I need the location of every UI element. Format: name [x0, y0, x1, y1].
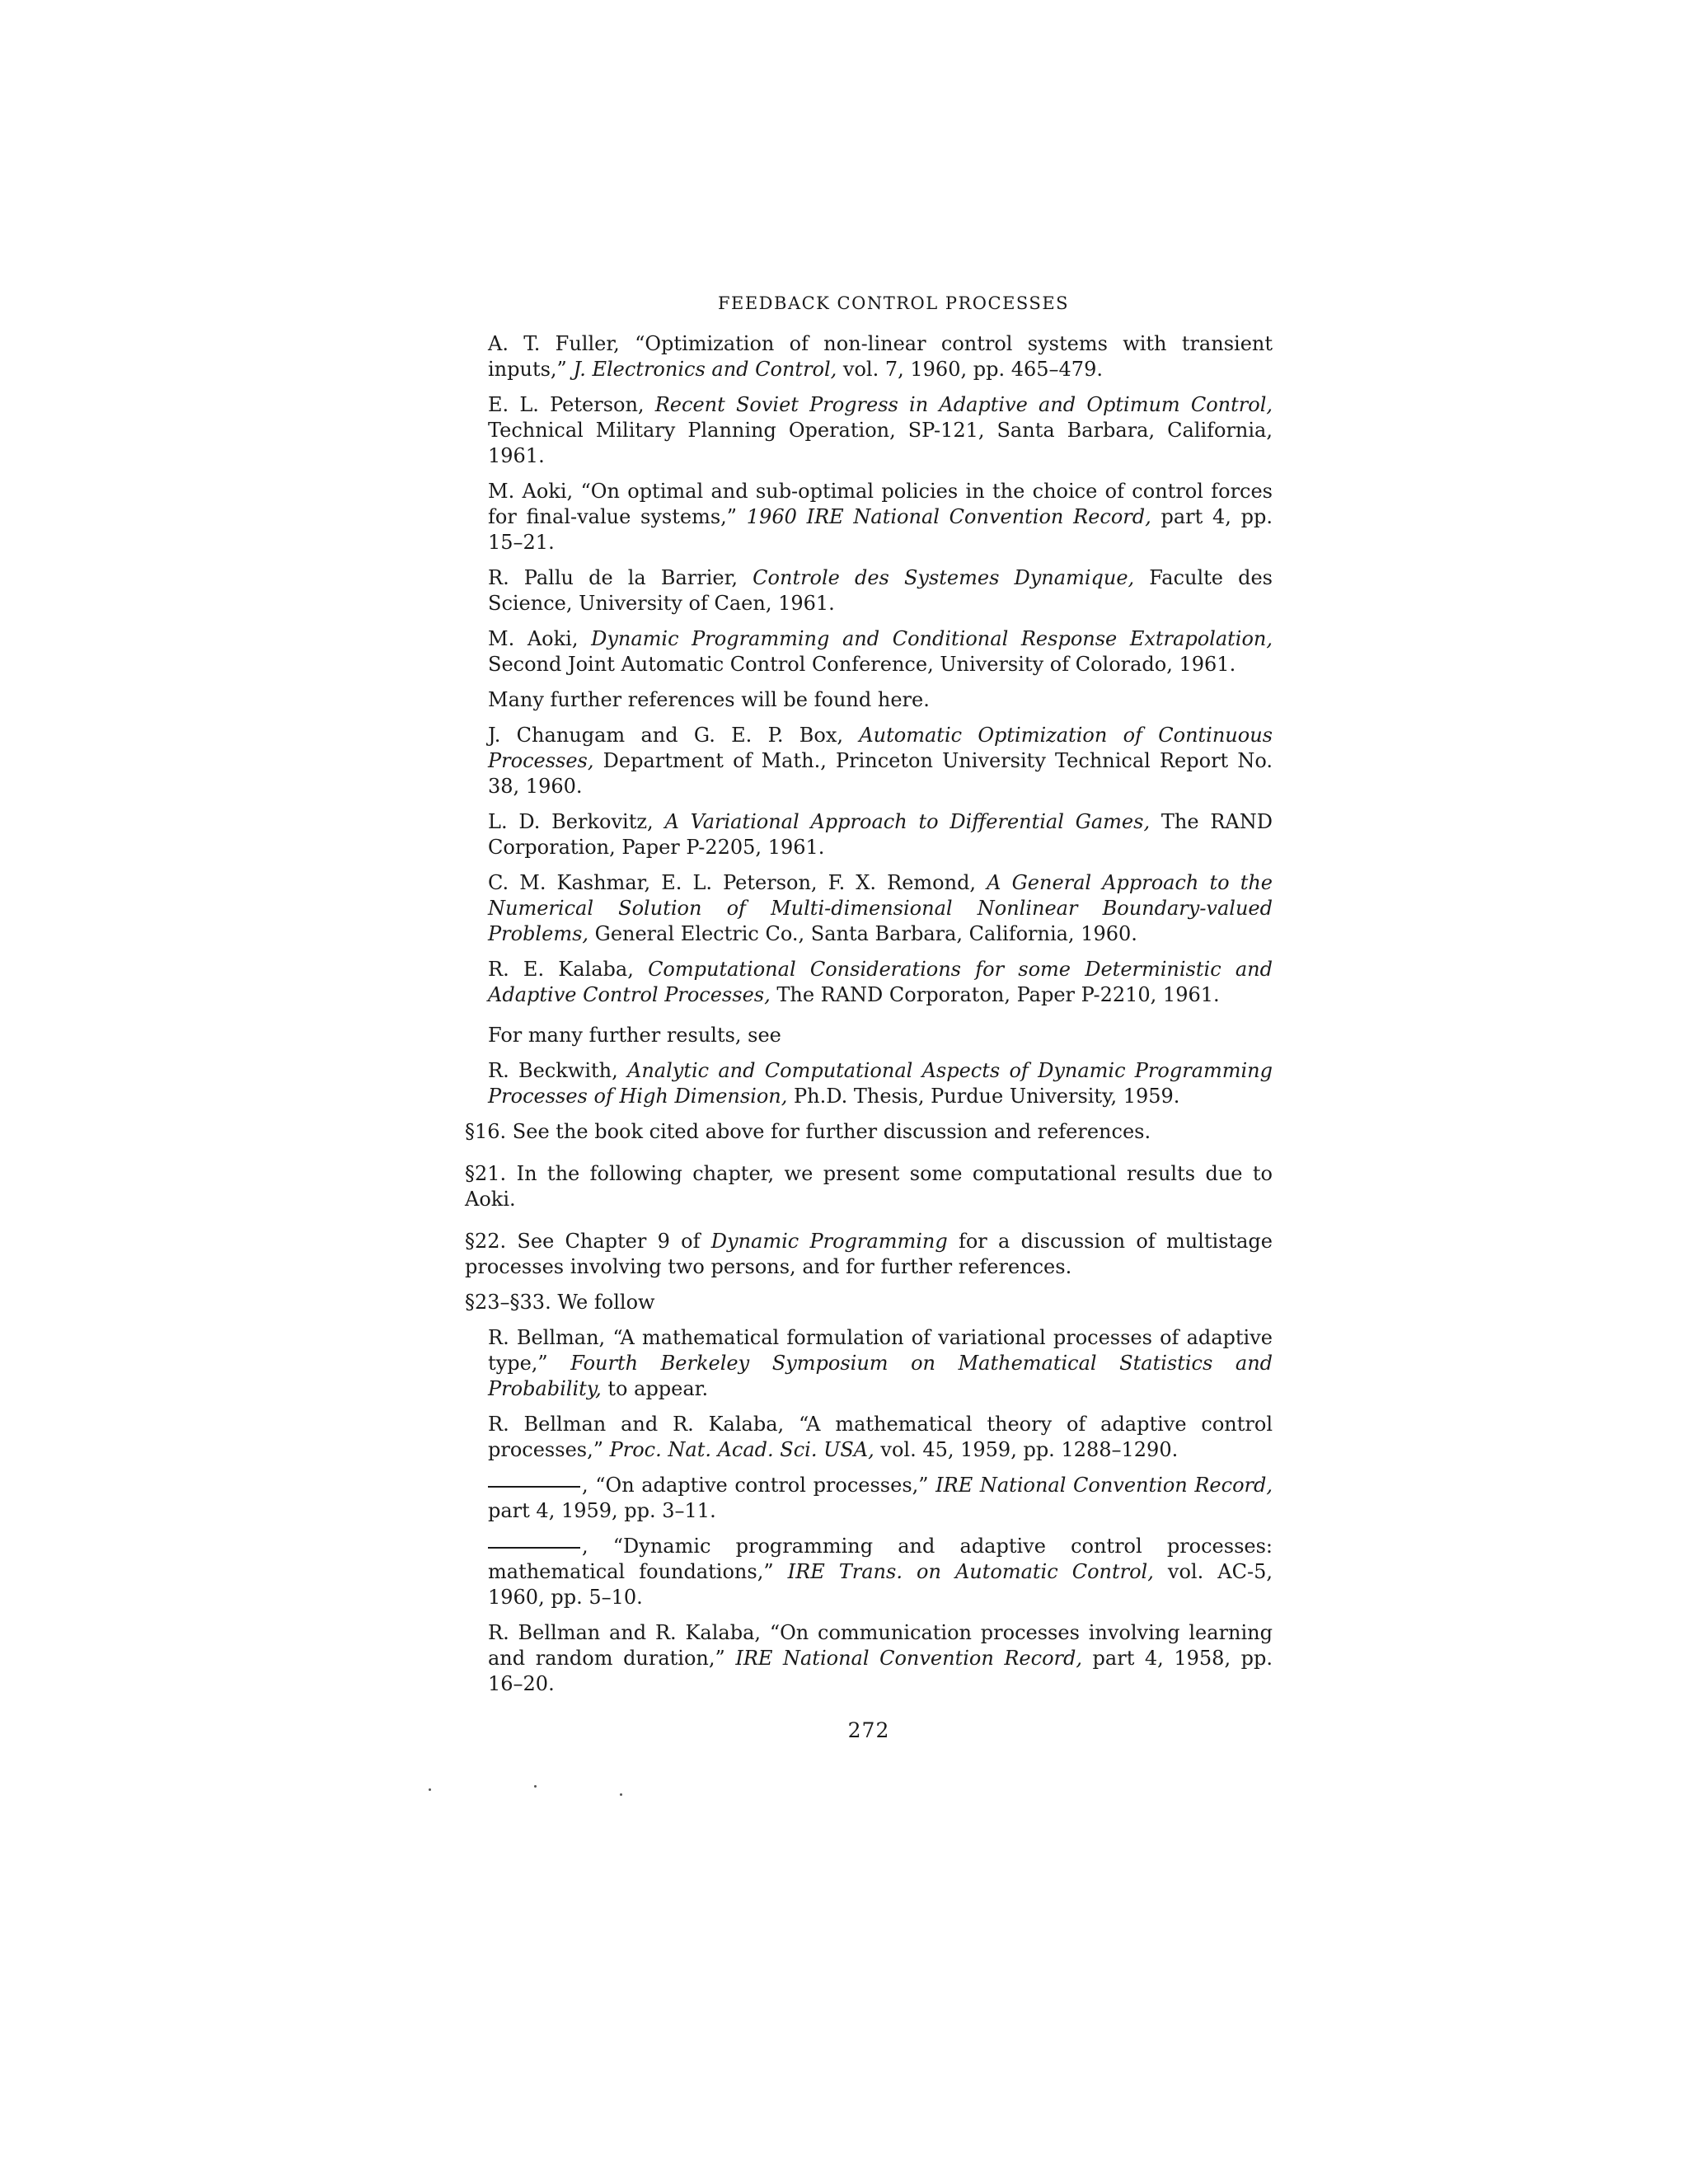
italic-title: IRE National Convention Record,: [935, 1474, 1273, 1497]
entry-text: R. Pallu de la Barrier,: [488, 566, 753, 589]
reference-entry: [488, 1412, 1273, 1463]
italic-title: J. Electronics and Control,: [573, 358, 837, 381]
entry-text: , “On adaptive control processes,”: [582, 1474, 936, 1497]
reference-entry: [488, 1473, 1273, 1524]
entry-text: §21. In the following chapter, we present some computational results due to Aoki.: [465, 1162, 1273, 1211]
reference-entry: [488, 957, 1273, 1008]
reference-entry: [488, 479, 1273, 555]
entry-text: The RAND Corporation, Paper P-2205, 1961.: [488, 810, 1273, 859]
italic-title: Recent Soviet Progress in Adaptive and Optimum Control,: [654, 393, 1273, 416]
reference-entry: [488, 809, 1273, 860]
reference-entry: [488, 1058, 1273, 1109]
reference-entry: [488, 723, 1273, 799]
italic-title: Analytic and Computational Aspects of Dynamic Programming Processes of High Dimension,: [488, 1059, 1273, 1108]
entry-text: A. T. Fuller, “Optimization of non-linear control systems with transient inputs,”: [488, 332, 1273, 381]
entry-text: Faculte des Science, University of Caen, 1961.: [488, 566, 1273, 615]
note-entry: [465, 1290, 1273, 1315]
entry-text: for a discussion of multistage processes involving two persons, and for further references.: [465, 1230, 1273, 1278]
entry-text: Department of Math., Princeton University Technical Report No. 38, 1960.: [488, 749, 1273, 798]
italic-title: Fourth Berkeley Symposium on Mathematical Statistics and Probability,: [488, 1352, 1273, 1400]
scan-speck: [534, 1785, 537, 1788]
entry-text: J. Chanugam and G. E. P. Box,: [488, 724, 860, 747]
entry-text: General Electric Co., Santa Barbara, California, 1960.: [588, 922, 1137, 945]
entry-text: , “Dynamic programming and adaptive control processes: mathematical foundations,”: [488, 1535, 1273, 1583]
italic-title: Computational Considerations for some Deterministic and Adaptive Control Processes,: [488, 958, 1273, 1006]
entry-text: §16. See the book cited above for further discussion and references.: [465, 1120, 1151, 1143]
italic-title: Proc. Nat. Acad. Sci. USA,: [609, 1438, 874, 1461]
italic-title: Dynamic Programming: [710, 1230, 948, 1253]
note-entry: [465, 1119, 1273, 1145]
italic-title: Dynamic Programming and Conditional Response Extrapolation,: [591, 627, 1273, 650]
reference-entry: [488, 1534, 1273, 1610]
note-entry: [465, 1161, 1273, 1212]
running-head: FEEDBACK CONTROL PROCESSES: [717, 293, 1070, 313]
entry-text: part 4, pp. 15–21.: [488, 505, 1273, 554]
entry-text: Many further references will be found here.: [488, 688, 930, 711]
book-page: [465, 293, 1273, 1742]
entry-text: part 4, 1958, pp. 16–20.: [488, 1647, 1273, 1695]
reference-entry: [488, 870, 1273, 947]
italic-title: IRE National Convention Record,: [735, 1647, 1082, 1670]
entry-text: §22. See Chapter 9 of: [465, 1230, 711, 1253]
scan-speck: [429, 1788, 431, 1791]
italic-title: Automatic Optimization of Continuous Processes,: [488, 724, 1273, 772]
italic-title: IRE Trans. on Automatic Control,: [787, 1560, 1154, 1583]
entry-text: E. L. Peterson,: [488, 393, 655, 416]
italic-title: A Variational Approach to Differential Games,: [664, 810, 1151, 833]
reference-list: [465, 331, 1273, 1697]
reference-entry: [488, 1620, 1273, 1697]
entry-text: For many further results, see: [488, 1024, 781, 1047]
entry-text: vol. 7, 1960, pp. 465–479.: [837, 358, 1103, 381]
entry-text: vol. AC-5, 1960, pp. 5–10.: [488, 1560, 1273, 1609]
entry-text: R. Bellman and R. Kalaba, “A mathematical theory of adaptive control processes,”: [488, 1413, 1273, 1461]
ditto-rule: [488, 1547, 580, 1549]
entry-text: Ph.D. Thesis, Purdue University, 1959.: [787, 1085, 1180, 1108]
reference-intro: [488, 1023, 1273, 1048]
entry-text: M. Aoki, “On optimal and sub-optimal policies in the choice of control forces for final-value systems,”: [488, 480, 1273, 528]
note-entry: [465, 1229, 1273, 1280]
entry-text: L. D. Berkovitz,: [488, 810, 665, 833]
entry-text: R. E. Kalaba,: [488, 958, 649, 981]
reference-entry: [488, 392, 1273, 469]
entry-text: §23–§33. We follow: [465, 1291, 655, 1314]
reference-entry: [488, 626, 1273, 677]
scan-specks: [429, 1782, 626, 1798]
page-number: 272: [847, 1718, 890, 1742]
reference-entry: [488, 687, 1273, 713]
reference-entry: [488, 1325, 1273, 1402]
entry-text: part 4, 1959, pp. 3–11.: [488, 1499, 716, 1522]
ditto-rule: [488, 1486, 580, 1488]
reference-entry: [488, 565, 1273, 616]
entry-text: R. Bellman and R. Kalaba, “On communication processes involving learning and random duration,”: [488, 1621, 1273, 1670]
entry-text: Second Joint Automatic Control Conference, University of Colorado, 1961.: [488, 653, 1236, 676]
entry-text: The RAND Corporaton, Paper P-2210, 1961.: [770, 983, 1220, 1006]
reference-entry: [488, 331, 1273, 382]
entry-text: R. Beckwith,: [488, 1059, 628, 1082]
entry-text: to appear.: [601, 1377, 709, 1400]
italic-title: 1960 IRE National Convention Record,: [746, 505, 1151, 528]
scan-speck: [620, 1793, 622, 1796]
entry-text: vol. 45, 1959, pp. 1288–1290.: [874, 1438, 1179, 1461]
italic-title: A General Approach to the Numerical Solution of Multi-dimensional Nonlinear Boundary-valued Problems,: [488, 871, 1273, 945]
entry-text: M. Aoki,: [488, 627, 592, 650]
entry-text: C. M. Kashmar, E. L. Peterson, F. X. Remond,: [488, 871, 987, 894]
entry-text: R. Bellman, “A mathematical formulation of variational processes of adaptive type,”: [488, 1326, 1273, 1375]
italic-title: Controle des Systemes Dynamique,: [753, 566, 1135, 589]
entry-text: Technical Military Planning Operation, SP-121, Santa Barbara, California, 1961.: [488, 419, 1273, 467]
